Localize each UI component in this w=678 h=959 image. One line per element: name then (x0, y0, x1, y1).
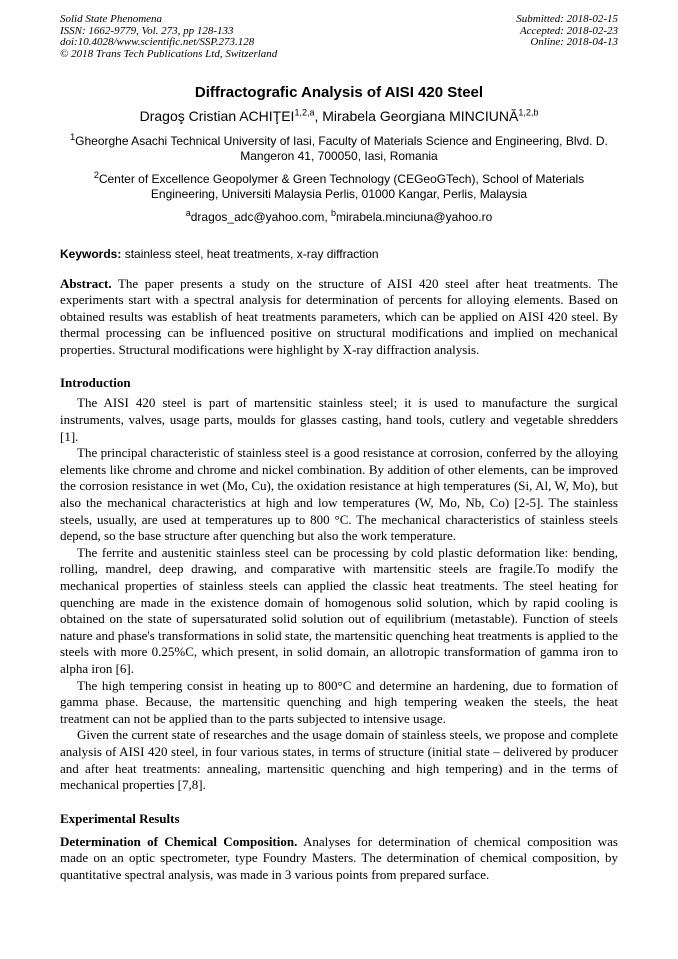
email-b: mirabela.minciuna@yahoo.ro (336, 210, 493, 224)
abstract-label: Abstract. (60, 275, 112, 291)
emails-line (60, 210, 618, 225)
email-a: dragos_adc@yahoo.com (190, 210, 325, 224)
copyright-line: © 2018 Trans Tech Publications Ltd, Switzerland (60, 47, 278, 60)
journal-header (60, 14, 618, 60)
email-a-marker: a (185, 208, 191, 218)
affiliation-1-text: Gheorghe Asachi Technical University of Iasi, Faculty of Materials Science and Engineering, Blvd. D. Mangeron 41, 700050, Iasi, Romania (75, 134, 608, 163)
journal-header-left (60, 14, 277, 60)
author-1-superscript: 1,2,a (294, 107, 315, 118)
chemical-composition-paragraph (60, 834, 618, 884)
chemical-composition-text: Analyses for determination of chemical composition was made on an optic spectrometer, type Foundry Masters. The determination of chemical composition, by quantitative spectral analysis, was made in 3 various points from prepared surface. (60, 833, 618, 882)
submitted-date: Submitted: 2018-02-15 (516, 13, 618, 25)
abstract-text: The paper presents a study on the structure of AISI 420 steel after heat treatments. The experiments start with a spectral analysis for determination of percents for alloying elements. Based on obtained results was establish of heat treatments parameters, which can be applied on AISI 420 steel. By thermal processing can be influenced positive on structural modifications and implied on mechanical properties. Structural modifications were highlight by X-ray diffraction analysis. (60, 275, 618, 357)
keywords-line (60, 247, 618, 262)
intro-paragraph-5: Given the current state of researches and the usage domain of stainless steels, we propose and complete analysis of AISI 420 steel, in four various states, in terms of structure (initial state – delivered by producer and after heat treatments: annealing, martensitic quenching and high tempering) and in the terms of mechanical properties [7,8]. (60, 727, 618, 793)
intro-paragraph-2: The principal characteristic of stainless steel is a good resistance at corrosion, conferred by the alloying elements like chrome and chrome and nickel combination. By addition of other elements, can be improved the corrosion resistance in wet (Mo, Cu), the oxidation resistance at high temperatures (Si, Al, W, Mo), but also the mechanical characteristics at high and low temperatures (W, Mo, Nb, Co) [2-5]. The stainless steels, usually, are used at temperatures up to 800 °C. The mechanical characteristics of stainless steels depend, so the base structure after quenching but also the work temperature. (60, 445, 618, 544)
intro-paragraph-4: The high tempering consist in heating up to 800°C and determine an hardening, due to formation of gamma phase. Because, the martensitic quenching and high tempering weaken the steels, the heat treatment can not be applied than to the parts subjected to intensive usage. (60, 677, 618, 726)
section-heading-experimental-results: Experimental Results (60, 810, 180, 826)
accepted-date: Accepted: 2018-02-23 (519, 24, 618, 37)
journal-header-right (516, 14, 618, 60)
issn-volume-line: ISSN: 1662-9779, Vol. 273, pp 128-133 (60, 24, 234, 37)
online-date: Online: 2018-04-13 (530, 36, 618, 48)
keywords-text: stainless steel, heat treatments, x-ray diffraction (121, 246, 379, 261)
chemical-composition-label: Determination of Chemical Composition. (60, 833, 298, 849)
intro-paragraph-3: The ferrite and austenitic stainless steel can be processing by cold plastic deformation like: bending, rolling, mandrel, deep drawing, and comparative with martensitic steels are fragile.To modify the mechanical properties of stainless steels can applied the classic heat treatments. The steel heating for quenching are made in the existence domain of homogenous solid solution, which by rapid cooling is obtained on the state of supersaturated solid solution out of equilibrium (metastable). Function of steels nature and phase's transformations in solid state, the martensitic quenching heat treatments is applied to the steels with more 0.25%C, which present, in solid domain, an allotropic transformation of gamma iron to alpha iron [6]. (60, 544, 618, 676)
abstract-paragraph (60, 276, 618, 359)
author-2-superscript: 1,2,b (518, 107, 539, 118)
affiliation-2-text: Center of Excellence Geopolymer & Green Technology (CEGeoGTech), School of Materials Engineering, Universiti Malaysia Perlis, 01000 Kangar, Perlis, Malaysia (98, 172, 585, 201)
doi-line: doi:10.4028/www.scientific.net/SSP.273.128 (60, 36, 255, 48)
paper-title: Diffractografic Analysis of AISI 420 Steel (194, 84, 484, 101)
author-2-name: Mirabela Georgiana MINCIUNĂ (322, 108, 519, 124)
email-separator: , (324, 210, 331, 224)
intro-paragraph-1: The AISI 420 steel is part of martensitic stainless steel; it is used to manufacture the surgical instruments, valves, usage parts, moulds for glasses casting, hand tools, cutlery and vegetable shredders [1]. (60, 395, 618, 444)
author-separator: , (314, 108, 323, 124)
keywords-label: Keywords: (60, 246, 122, 261)
section-heading-introduction: Introduction (60, 375, 131, 391)
authors-line (60, 107, 618, 125)
email-b-marker: b (331, 208, 337, 218)
journal-name: Solid State Phenomena (60, 13, 163, 25)
author-1-name: Dragoş Cristian ACHIŢEI (139, 108, 295, 124)
affiliation-2 (60, 172, 618, 201)
affiliation-1 (60, 134, 618, 163)
affiliation-2-marker: 2 (93, 170, 99, 180)
affiliation-1-marker: 1 (70, 132, 76, 142)
